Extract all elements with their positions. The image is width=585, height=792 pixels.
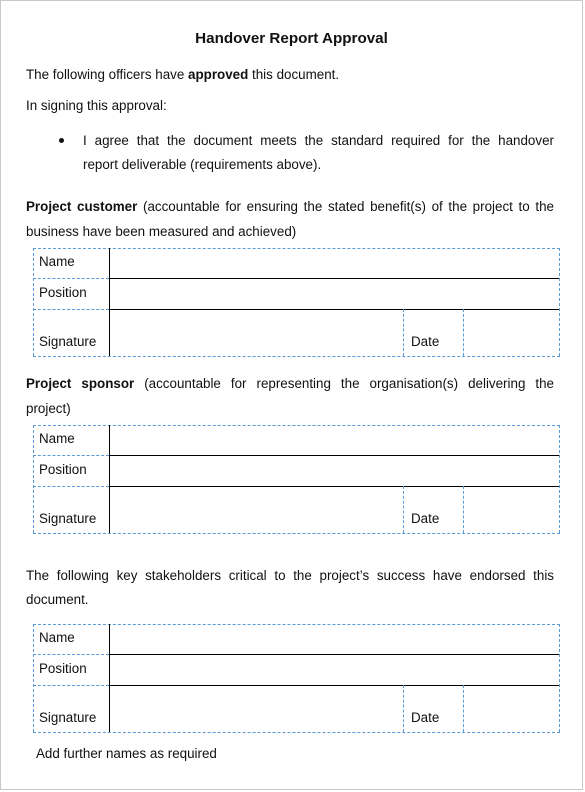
signature-label: Signature xyxy=(39,710,97,725)
stakeholder-date-field[interactable] xyxy=(464,686,558,731)
sponsor-name-field[interactable] xyxy=(110,426,558,454)
project-sponsor-form xyxy=(33,425,560,533)
sponsor-signature-field[interactable] xyxy=(110,487,402,532)
date-label: Date xyxy=(411,710,440,725)
position-label: Position xyxy=(39,661,87,676)
stakeholder-position-field[interactable] xyxy=(110,655,558,684)
position-label: Position xyxy=(39,462,87,477)
signature-label: Signature xyxy=(39,511,97,526)
project-sponsor-line-1: Project sponsor (accountable for representing the organisation(s) delivering the xyxy=(26,376,554,391)
project-customer-heading: Project customer xyxy=(26,199,138,214)
name-label: Name xyxy=(39,254,75,269)
customer-position-field[interactable] xyxy=(110,279,558,308)
stakeholders-line-1: The following key stakeholders critical to the project’s success have endorsed this xyxy=(26,568,554,583)
project-sponsor-heading: Project sponsor xyxy=(26,376,135,391)
approved-word: approved xyxy=(188,67,249,82)
document-title: Handover Report Approval xyxy=(195,30,388,47)
project-sponsor-line-2: project) xyxy=(26,401,71,416)
sponsor-date-field[interactable] xyxy=(464,487,558,532)
signature-label: Signature xyxy=(39,334,97,349)
customer-signature-field[interactable] xyxy=(110,310,402,355)
date-label: Date xyxy=(411,511,440,526)
bullet-icon xyxy=(59,138,64,143)
intro-text: The following officers have approved this document. xyxy=(26,67,340,82)
position-label: Position xyxy=(39,285,87,300)
footer-note: Add further names as required xyxy=(36,746,217,761)
name-label: Name xyxy=(39,630,75,645)
stakeholder-signature-field[interactable] xyxy=(110,686,402,731)
sponsor-position-field[interactable] xyxy=(110,456,558,485)
customer-name-field[interactable] xyxy=(110,249,558,277)
bullet-line-2: report deliverable (requirements above). xyxy=(83,157,322,172)
project-customer-form xyxy=(33,248,560,356)
stakeholders-line-2: document. xyxy=(26,592,89,607)
name-label: Name xyxy=(39,431,75,446)
project-customer-line-1: Project customer (accountable for ensuring the stated benefit(s) of the project to the xyxy=(26,199,554,214)
signing-text: In signing this approval: xyxy=(26,98,167,113)
project-customer-line-2: business have been measured and achieved) xyxy=(26,224,297,239)
stakeholder-form xyxy=(33,624,560,732)
customer-date-field[interactable] xyxy=(464,310,558,355)
stakeholder-name-field[interactable] xyxy=(110,625,558,653)
bullet-line-1: I agree that the document meets the standard required for the handover xyxy=(83,133,554,148)
date-label: Date xyxy=(411,334,440,349)
